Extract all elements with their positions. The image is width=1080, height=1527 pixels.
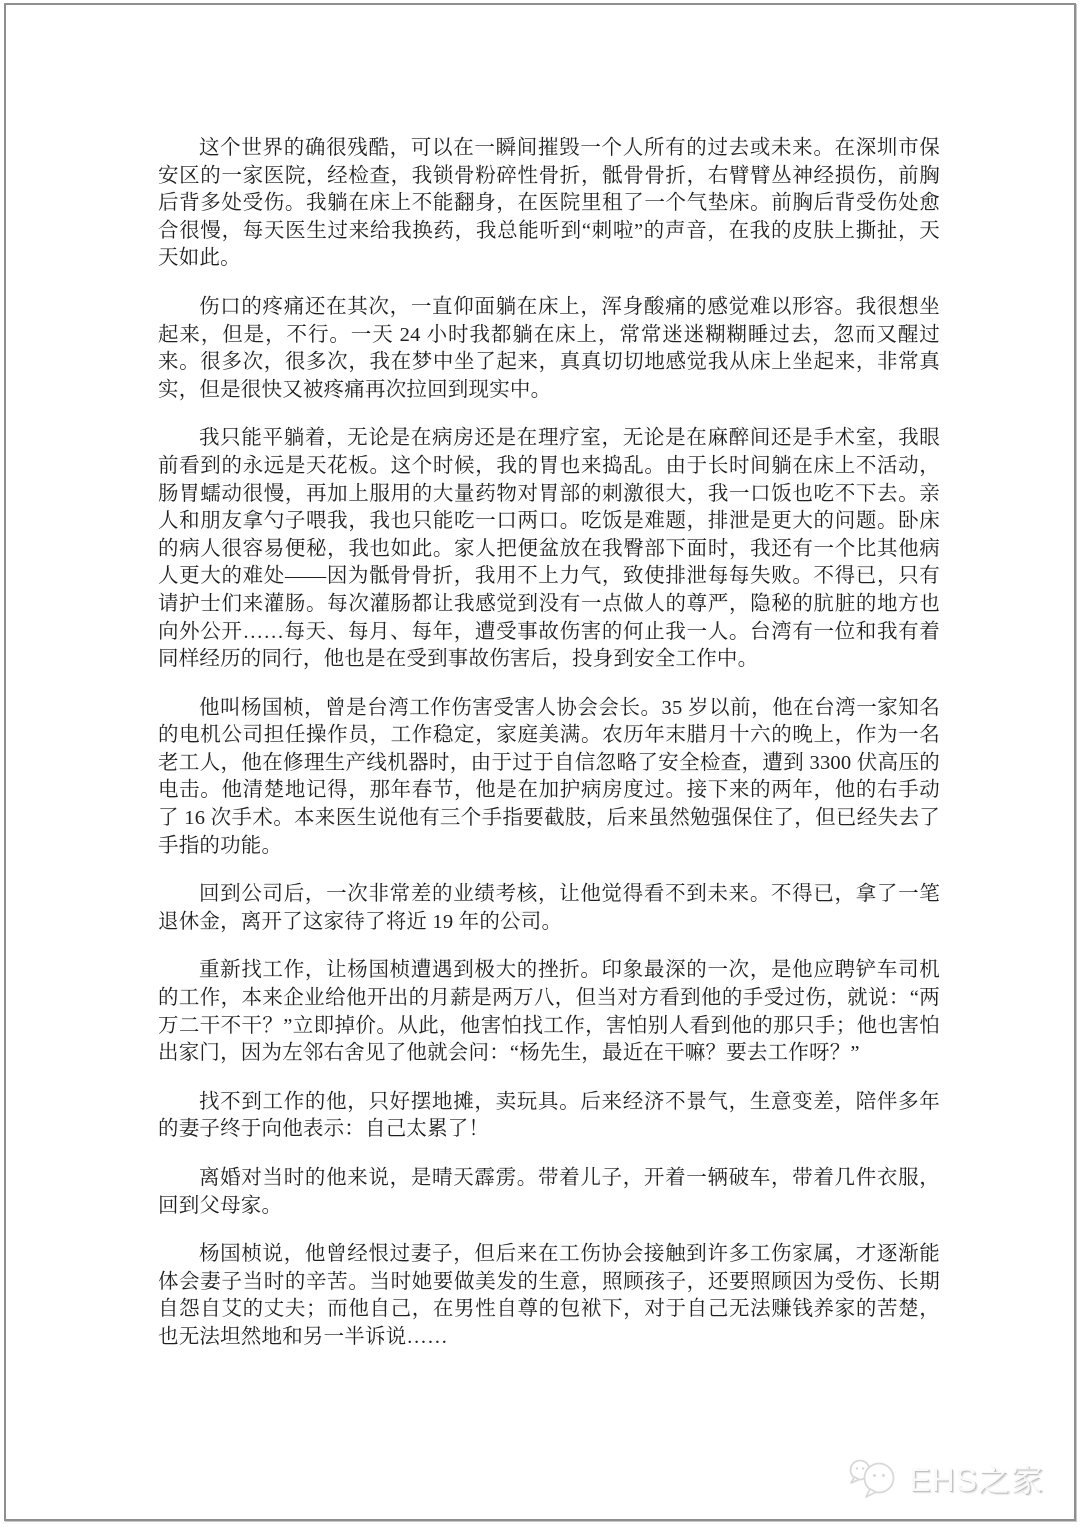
paragraph-1: 这个世界的确很残酷，可以在一瞬间摧毁一个人所有的过去或未来。在深圳市保安区的一家医院，经检查，我锁骨粉碎性骨折，骶骨骨折，右臂臂丛神经损伤，前胸后背多处受伤。我躺在床上不能翻身，在医院里租了一个气垫床。前胸后背受伤处愈合很慢，每天医生过来给我换药，我总能听到“刺啦”的声音，在我的皮肤上撕扯，天天如此。 — [158, 137, 940, 270]
paragraph-8: 离婚对当时的他来说，是晴天霹雳。带着儿子，开着一辆破车，带着几件衣服，回到父母家。 — [158, 1167, 940, 1217]
paragraph-2: 伤口的疼痛还在其次，一直仰面躺在床上，浑身酸痛的感觉难以形容。我很想坐起来，但是，不行。一天 24 小时我都躺在床上，常常迷迷糊糊睡过去，忽而又醒过来。很多次，很多次，我在梦中坐了起来，真真切切地感觉我从床上坐起来，非常真实，但是很快又被疼痛再次拉回到现实中。 — [158, 295, 940, 401]
paragraph-5: 回到公司后，一次非常差的业绩考核，让他觉得看不到未来。不得已，拿了一笔退休金，离开了这家待了将近 19 年的公司。 — [158, 883, 940, 933]
paragraph-7: 找不到工作的他，只好摆地摊，卖玩具。后来经济不景气，生意变差，陪伴多年的妻子终于向他表示：自己太累了！ — [158, 1090, 940, 1141]
paragraph-3: 我只能平躺着，无论是在病房还是在理疗室，无论是在麻醉间还是手术室，我眼前看到的永远是天花板。这个时候，我的胃也来捣乱。由于长时间躺在床上不活动，肠胃蠕动很慢，再加上服用的大量药物对胃部的刺激很大，我一口饭也吃不下去。亲人和朋友拿勺子喂我，我也只能吃一口两口。吃饭是难题，排泄是更大的问题。卧床的病人很容易便秘，我也如此。家人把便盆放在我臀部下面时，我还有一个比其他病人更大的难处——因为骶骨骨折，我用不上力气，致使排泄每每失败。不得已，只有请护士们来灌肠。每次灌肠都让我感觉到没有一点做人的尊严，隐秘的肮脏的地方也向外公开……每天、每月、每年，遭受事故伤害的何止我一人。台湾有一位和我有着同样经历的同行，他也是在受到事故伤害后，投身到安全工作中。 — [158, 427, 940, 671]
watermark — [847, 1455, 1044, 1501]
article-body — [158, 135, 940, 1373]
paragraph-6: 重新找工作，让杨国桢遭遇到极大的挫折。印象最深的一次，是他应聘铲车司机的工作，本来企业给他开出的月薪是两万八，但当对方看到他的手受过伤，就说：“两万二干不干？”立即掉价。从此，他害怕找工作，害怕别人看到他的那只手；他也害怕出家门，因为左邻右舍见了他就会问：“杨先生，最近在干嘛？要去工作呀？” — [158, 959, 940, 1065]
paragraph-4: 他叫杨国桢，曾是台湾工作伤害受害人协会会长。35 岁以前，他在台湾一家知名的电机公司担任操作员，工作稳定，家庭美满。农历年末腊月十六的晚上，作为一名老工人，他在修理生产线机器时，由于过于自信忽略了安全检查，遭到 3300 伏高压的电击。他清楚地记得，那年春节，他是在加护病房度过。接下来的两年，他的右手动了 16 次手术。本来医生说他有三个手指要截肢，后来虽然勉强保住了，但已经失去了手指的功能。 — [158, 696, 940, 857]
wechat-icon — [847, 1455, 901, 1501]
paragraph-9: 杨国桢说，他曾经恨过妻子，但后来在工伤协会接触到许多工伤家属，才逐渐能体会妻子当时的辛苦。当时她要做美发的生意，照顾孩子，还要照顾因为受伤、长期自怨自艾的丈夫；而他自己，在男性自尊的包袱下，对于自己无法赚钱养家的苦楚，也无法坦然地和另一半诉说…… — [158, 1243, 940, 1348]
document-page — [4, 3, 1076, 1521]
watermark-label: EHS之家 — [909, 1462, 1044, 1498]
